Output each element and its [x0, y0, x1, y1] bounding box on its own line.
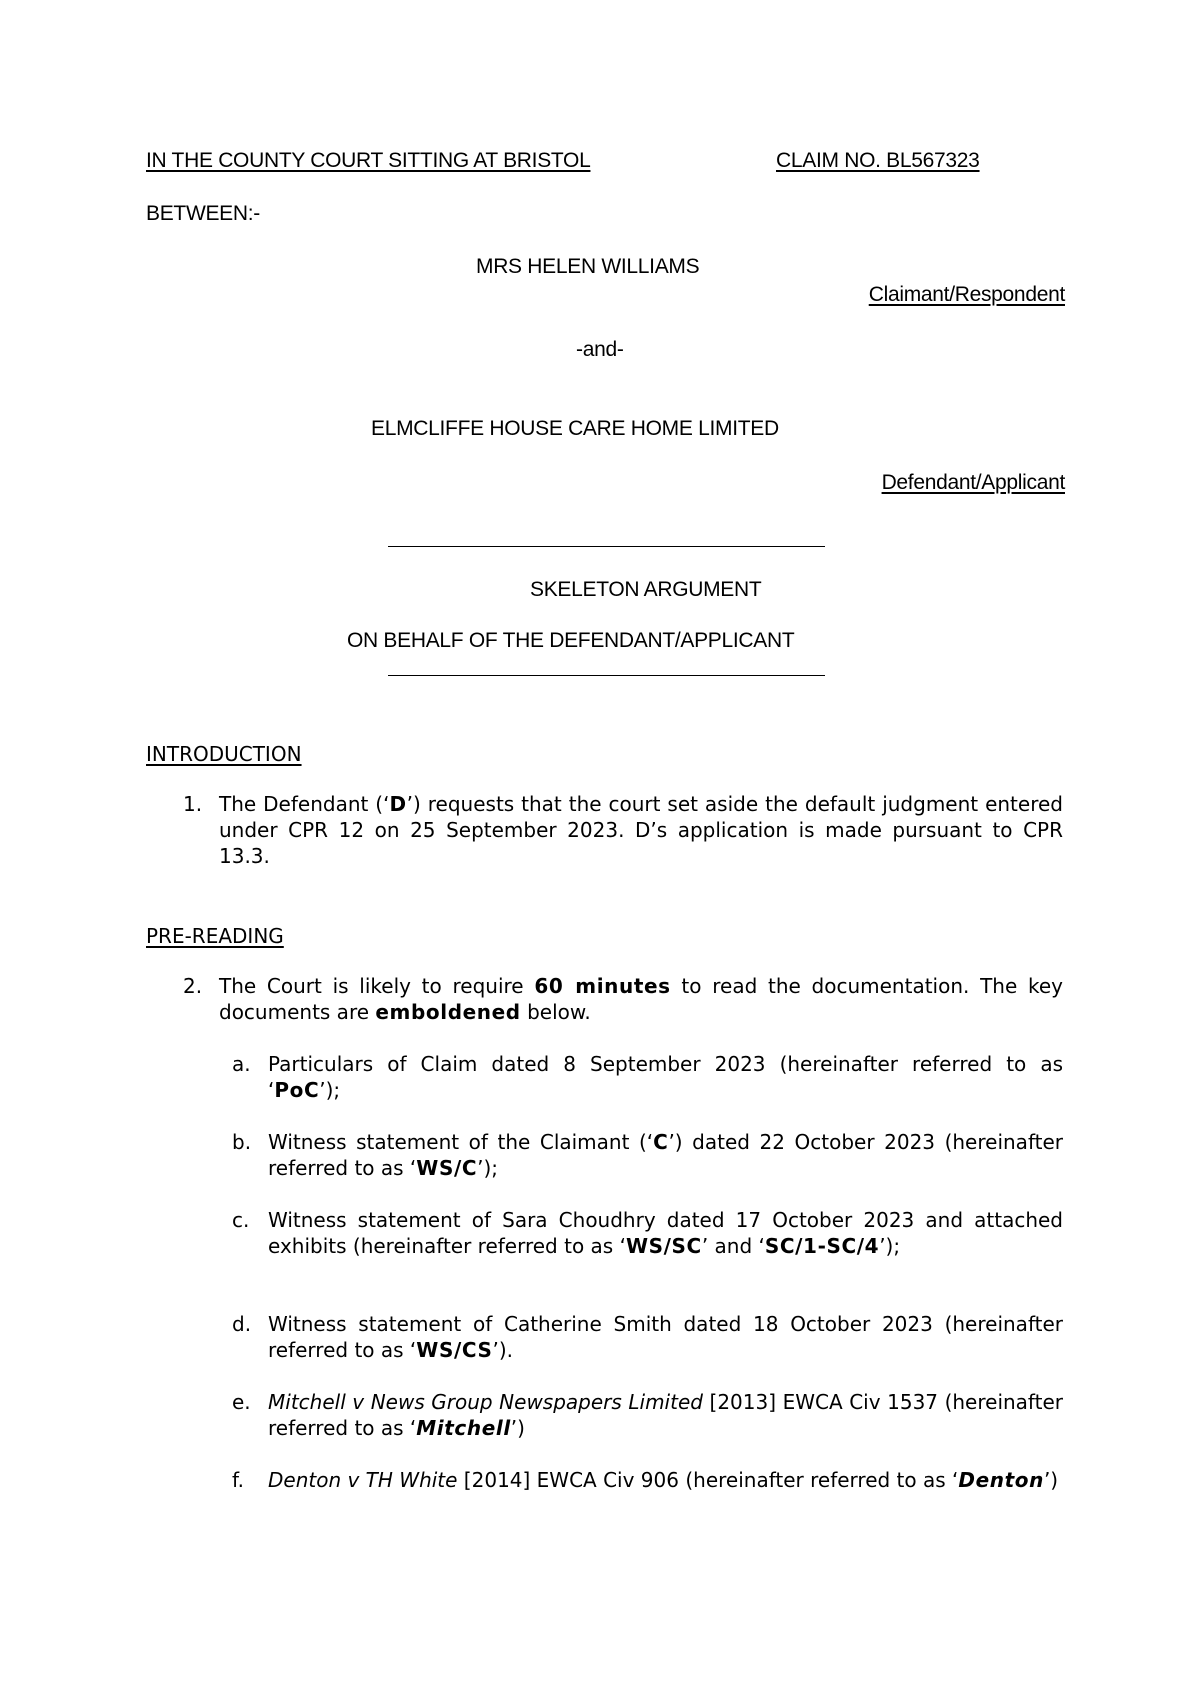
claimant-name: MRS HELEN WILLIAMS — [476, 255, 700, 278]
defendant-role: Defendant/Applicant — [881, 471, 1065, 494]
paragraph-1: The Defendant (‘D’) requests that the court set aside the default judgment entered under CPR 12 on 25 September 2023. D’s application is made pursuant to CPR 13.3. — [219, 792, 1063, 868]
prereading-heading: PRE-READING — [146, 924, 284, 948]
item-letter-c: c. — [232, 1208, 250, 1232]
claimant-role: Claimant/Respondent — [868, 283, 1065, 306]
title-line-2: ON BEHALF OF THE DEFENDANT/APPLICANT — [347, 629, 795, 652]
item-letter-a: a. — [232, 1052, 251, 1076]
defendant-name: ELMCLIFFE HOUSE CARE HOME LIMITED — [371, 417, 779, 440]
document-item-d: Witness statement of Catherine Smith dated 18 October 2023 (hereinafter referred to as ‘WS/CS’). — [268, 1312, 1063, 1362]
and-separator: -and- — [576, 338, 624, 361]
item-letter-b: b. — [232, 1130, 252, 1154]
title-rule-bottom — [388, 675, 825, 676]
document-item-a: Particulars of Claim dated 8 September 2023 (hereinafter referred to as ‘PoC’); — [268, 1052, 1063, 1102]
item-letter-d: d. — [232, 1312, 252, 1336]
document-item-c: Witness statement of Sara Choudhry dated 17 October 2023 and attached exhibits (hereinafter referred to as ‘WS/SC’ and ‘SC/1-SC/4’); — [268, 1208, 1063, 1258]
court-heading: IN THE COUNTY COURT SITTING AT BRISTOL — [146, 149, 591, 172]
paragraph-number-2: 2. — [183, 974, 203, 998]
paragraph-number-1: 1. — [183, 792, 203, 816]
between-label: BETWEEN:- — [146, 202, 260, 225]
introduction-heading: INTRODUCTION — [146, 742, 302, 766]
item-letter-f: f. — [232, 1468, 244, 1492]
document-item-e: Mitchell v News Group Newspapers Limited [2013] EWCA Civ 1537 (hereinafter referred to as ‘Mitchell’) — [268, 1390, 1063, 1440]
paragraph-2: The Court is likely to require 60 minutes to read the documentation. The key documents are emboldened below. — [219, 974, 1064, 1024]
title-rule-top — [388, 546, 825, 547]
document-item-b: Witness statement of the Claimant (‘C’) dated 22 October 2023 (hereinafter referred to as ‘WS/C’); — [268, 1130, 1063, 1180]
item-letter-e: e. — [232, 1390, 251, 1414]
claim-number: CLAIM NO. BL567323 — [776, 149, 980, 172]
document-item-f: Denton v TH White [2014] EWCA Civ 906 (hereinafter referred to as ‘Denton’) — [268, 1468, 1059, 1492]
title-line-1: SKELETON ARGUMENT — [530, 578, 762, 601]
